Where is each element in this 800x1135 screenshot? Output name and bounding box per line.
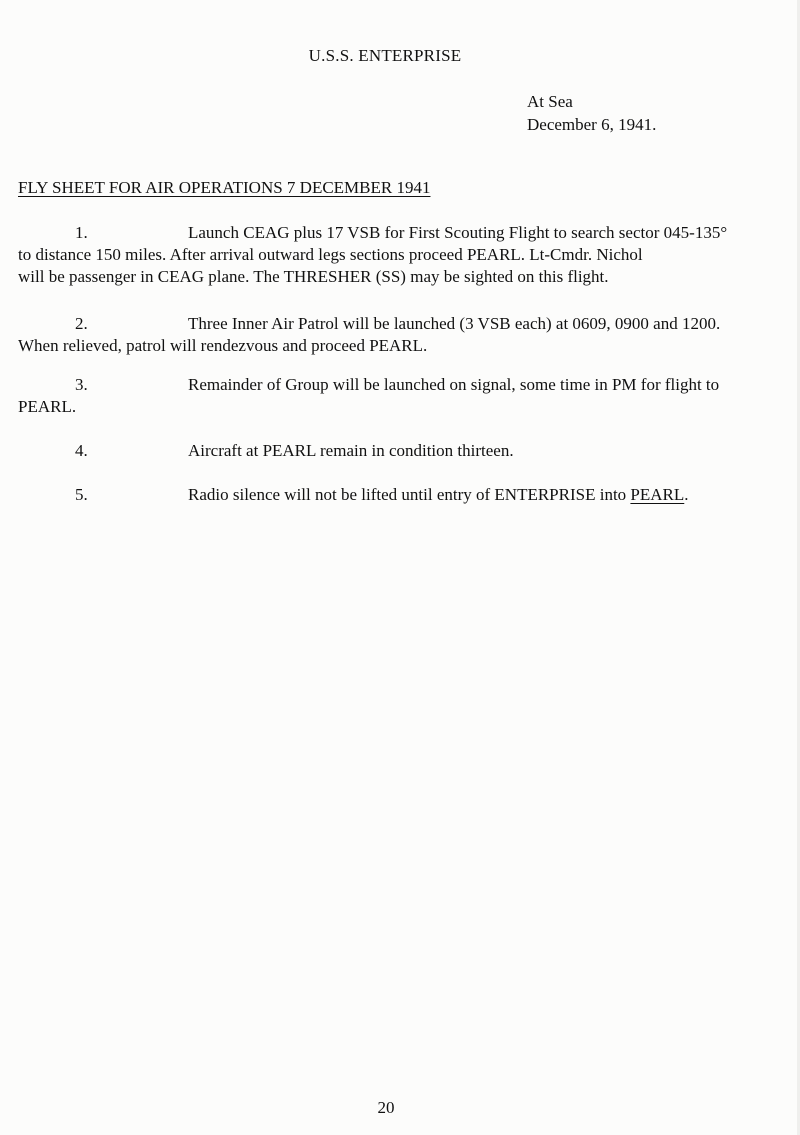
paragraph-4-number: 4.	[75, 441, 88, 460]
paragraph-3	[18, 374, 753, 418]
paragraph-1	[18, 222, 753, 288]
paragraph-2-text-1: Three Inner Air Patrol will be launched (3 VSB each) at 0609, 0900 and 1200.	[188, 314, 721, 333]
paragraph-1-line-3: will be passenger in CEAG plane. The THRESHER (SS) may be sighted on this flight.	[18, 267, 609, 286]
paragraph-2-number: 2.	[75, 314, 88, 333]
location-text: At Sea	[527, 92, 573, 111]
paragraph-5	[18, 484, 753, 506]
subject-line: FLY SHEET FOR AIR OPERATIONS 7 DECEMBER 1941	[18, 178, 431, 197]
paragraph-5-underlined-pearl: PEARL	[630, 485, 685, 504]
page-number: 20	[377, 1098, 395, 1117]
paragraph-1-line-1	[18, 222, 753, 244]
paragraph-1-text-1: Launch CEAG plus 17 VSB for First Scouting Flight to search sector 045-135°	[188, 223, 728, 242]
paragraph-1-number: 1.	[75, 223, 88, 242]
paragraph-4-line-1	[18, 440, 753, 462]
paragraph-3-text-1: Remainder of Group will be launched on signal, some time in PM for flight to	[188, 375, 720, 394]
paragraph-3-line-2: PEARL.	[18, 397, 77, 416]
paragraph-2	[18, 313, 753, 357]
paragraph-4	[18, 440, 753, 462]
place-date-block	[527, 90, 656, 136]
paragraph-2-line-1	[18, 313, 753, 335]
paragraph-3-number: 3.	[75, 375, 88, 394]
paragraph-5-text-after: .	[684, 485, 689, 504]
paragraph-2-line-2: When relieved, patrol will rendezvous and proceed PEARL.	[18, 336, 428, 355]
paragraph-3-line-1	[18, 374, 753, 396]
paragraph-4-text-1: Aircraft at PEARL remain in condition thirteen.	[188, 441, 514, 460]
ship-heading: U.S.S. ENTERPRISE	[308, 46, 462, 65]
paragraph-5-text-before: Radio silence will not be lifted until entry of ENTERPRISE into	[188, 485, 631, 504]
paragraph-5-line-1	[18, 484, 753, 506]
date-text: December 6, 1941.	[527, 115, 657, 134]
paragraph-5-number: 5.	[75, 485, 88, 504]
paragraph-1-line-2: to distance 150 miles. After arrival outward legs sections proceed PEARL. Lt-Cmdr. Nichol	[18, 245, 643, 264]
